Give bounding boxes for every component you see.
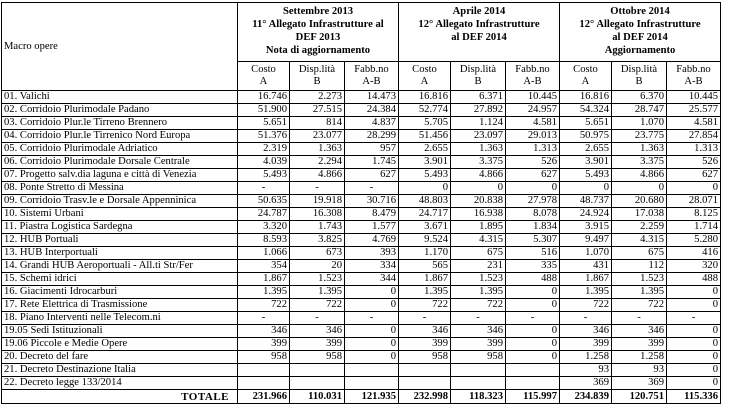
table-row <box>2 221 721 234</box>
row-label: 02. Corridoio Plurimodale Padano <box>2 104 238 117</box>
total-cell: 110.031 <box>290 390 345 404</box>
table-cell: 1.066 <box>238 247 290 260</box>
table-cell: 1.395 <box>399 286 451 299</box>
table-row <box>2 143 721 156</box>
table-cell: 4.837 <box>345 117 399 130</box>
table-cell: 416 <box>667 247 721 260</box>
table-cell: 231 <box>451 260 506 273</box>
total-cell: 118.323 <box>451 390 506 404</box>
table-cell: 6.370 <box>612 91 667 104</box>
table-cell: - <box>345 182 399 195</box>
table-cell: 1.395 <box>238 286 290 299</box>
table-cell: 1.363 <box>290 143 345 156</box>
table-cell: 19.918 <box>290 195 345 208</box>
row-label: 06. Corridoio Plurimodale Dorsale Centrale <box>2 156 238 169</box>
infrastructure-table <box>1 2 721 404</box>
table-cell: 51.456 <box>399 130 451 143</box>
table-cell: 20.680 <box>612 195 667 208</box>
table-cell <box>290 364 345 377</box>
table-cell: 23.775 <box>612 130 667 143</box>
table-cell: 722 <box>451 299 506 312</box>
total-row <box>2 390 721 404</box>
table-cell: 3.915 <box>560 221 612 234</box>
row-label: 12. HUB Portuali <box>2 234 238 247</box>
table-cell: 5.493 <box>399 169 451 182</box>
table-cell: 27.515 <box>290 104 345 117</box>
table-cell: 1.363 <box>451 143 506 156</box>
table-cell: - <box>238 312 290 325</box>
table-cell: 29.013 <box>506 130 560 143</box>
row-label: 10. Sistemi Urbani <box>2 208 238 221</box>
table-cell <box>238 364 290 377</box>
row-label: 19.05 Sedi Istituzionali <box>2 325 238 338</box>
total-cell: 232.998 <box>399 390 451 404</box>
table-cell: 0 <box>345 351 399 364</box>
total-cell: 120.751 <box>612 390 667 404</box>
table-cell <box>399 364 451 377</box>
table-cell: 9.497 <box>560 234 612 247</box>
table-cell: 9.524 <box>399 234 451 247</box>
table-cell: 24.787 <box>238 208 290 221</box>
table-row <box>2 182 721 195</box>
table-cell: 346 <box>612 325 667 338</box>
row-label: 15. Schemi idrici <box>2 273 238 286</box>
table-cell: 23.097 <box>451 130 506 143</box>
row-label: 11. Piastra Logistica Sardegna <box>2 221 238 234</box>
table-cell: 488 <box>506 273 560 286</box>
subheader-fabbisogno: Fabb.no A-B <box>667 62 721 91</box>
table-cell: 2.294 <box>290 156 345 169</box>
table-cell: 24.957 <box>506 104 560 117</box>
table-cell: 0 <box>345 325 399 338</box>
table-cell: 0 <box>667 286 721 299</box>
row-label: 18. Piano Interventi nelle Telecom.ni <box>2 312 238 325</box>
table-cell: 627 <box>345 169 399 182</box>
table-cell <box>345 364 399 377</box>
table-cell: 27.892 <box>451 104 506 117</box>
table-cell: 0 <box>506 182 560 195</box>
table-cell: 0 <box>667 182 721 195</box>
row-label: 22. Decreto legge 133/2014 <box>2 377 238 390</box>
table-row <box>2 234 721 247</box>
row-label: 09. Corridoio Trasv.le e Dorsale Appenninica <box>2 195 238 208</box>
table-cell: 8.125 <box>667 208 721 221</box>
table-cell: 27.978 <box>506 195 560 208</box>
table-cell: 14.473 <box>345 91 399 104</box>
table-cell: 0 <box>612 182 667 195</box>
table-row <box>2 195 721 208</box>
table-cell: 335 <box>506 260 560 273</box>
table-cell: 93 <box>560 364 612 377</box>
table-cell: 4.769 <box>345 234 399 247</box>
row-label: 17. Rete Elettrica di Trasmissione <box>2 299 238 312</box>
table-cell: 6.371 <box>451 91 506 104</box>
table-cell: 4.866 <box>612 169 667 182</box>
table-cell: - <box>290 312 345 325</box>
table-cell: - <box>506 312 560 325</box>
table-cell: 0 <box>560 182 612 195</box>
row-label: 01. Valichi <box>2 91 238 104</box>
table-cell: 54.324 <box>560 104 612 117</box>
table-cell: 1.523 <box>451 273 506 286</box>
group-header-sep2013: Settembre 2013 11° Allegato Infrastrutture al DEF 2013 Nota di aggiornamento <box>238 3 399 62</box>
table-row <box>2 117 721 130</box>
total-cell: 234.839 <box>560 390 612 404</box>
table-cell: 16.308 <box>290 208 345 221</box>
subheader-fabbisogno: Fabb.no A-B <box>345 62 399 91</box>
row-label: 13. HUB Interportuali <box>2 247 238 260</box>
table-cell: 16.816 <box>399 91 451 104</box>
table-cell <box>238 377 290 390</box>
table-cell: 30.716 <box>345 195 399 208</box>
table-cell: 28.299 <box>345 130 399 143</box>
row-label: 05. Corridoio Plurimodale Adriatico <box>2 143 238 156</box>
table-cell: 346 <box>399 325 451 338</box>
table-cell: 526 <box>667 156 721 169</box>
table-cell: 346 <box>238 325 290 338</box>
table-cell: 1.895 <box>451 221 506 234</box>
subheader-disponibilita: Disp.lità B <box>612 62 667 91</box>
table-cell <box>345 377 399 390</box>
table-cell: 399 <box>238 338 290 351</box>
table-cell: 722 <box>238 299 290 312</box>
table-cell: 1.258 <box>560 351 612 364</box>
table-cell: 10.445 <box>506 91 560 104</box>
table-cell: 3.375 <box>612 156 667 169</box>
table-cell: 0 <box>345 299 399 312</box>
table-cell: 1.867 <box>560 273 612 286</box>
table-cell: 20.838 <box>451 195 506 208</box>
table-cell: 722 <box>612 299 667 312</box>
table-cell: 814 <box>290 117 345 130</box>
table-cell: 1.070 <box>612 117 667 130</box>
table-cell: 346 <box>290 325 345 338</box>
table-cell: 1.313 <box>506 143 560 156</box>
table-cell: 1.395 <box>560 286 612 299</box>
subheader-costo: Costo A <box>399 62 451 91</box>
table-cell: 20 <box>290 260 345 273</box>
row-label: 03. Corridoio Plur.le Tirreno Brennero <box>2 117 238 130</box>
table-cell <box>506 377 560 390</box>
table-cell: 8.078 <box>506 208 560 221</box>
table-cell <box>451 364 506 377</box>
table-cell: 565 <box>399 260 451 273</box>
table-cell: 431 <box>560 260 612 273</box>
table-cell: 2.655 <box>399 143 451 156</box>
table-cell: 17.038 <box>612 208 667 221</box>
subheader-disponibilita: Disp.lità B <box>451 62 506 91</box>
table-cell: 1.395 <box>451 286 506 299</box>
table-cell: 4.866 <box>451 169 506 182</box>
table-cell: 0 <box>506 286 560 299</box>
table-cell: 52.774 <box>399 104 451 117</box>
table-cell: 958 <box>451 351 506 364</box>
table-cell: 24.384 <box>345 104 399 117</box>
table-cell: 0 <box>506 325 560 338</box>
table-cell: 526 <box>506 156 560 169</box>
row-label: 21. Decreto Destinazione Italia <box>2 364 238 377</box>
table-cell: 1.170 <box>399 247 451 260</box>
table-cell: 516 <box>506 247 560 260</box>
total-label: TOTALE <box>2 390 238 404</box>
subheader-costo: Costo A <box>238 62 290 91</box>
table-cell: 4.866 <box>290 169 345 182</box>
row-label: 08. Ponte Stretto di Messina <box>2 182 238 195</box>
table-cell <box>290 377 345 390</box>
table-cell: 4.315 <box>451 234 506 247</box>
table-cell: 16.816 <box>560 91 612 104</box>
table-cell: 5.307 <box>506 234 560 247</box>
table-cell: 1.745 <box>345 156 399 169</box>
table-cell: 722 <box>399 299 451 312</box>
table-cell: 1.714 <box>667 221 721 234</box>
group-header-apr2014: Aprile 2014 12° Allegato Infrastrutture al DEF 2014 <box>399 3 560 62</box>
table-cell: 112 <box>612 260 667 273</box>
table-cell: 1.313 <box>667 143 721 156</box>
table-cell: 24.924 <box>560 208 612 221</box>
table-cell: 0 <box>667 325 721 338</box>
table-cell: 1.834 <box>506 221 560 234</box>
total-cell: 121.935 <box>345 390 399 404</box>
table-row <box>2 169 721 182</box>
table-cell: 5.651 <box>238 117 290 130</box>
group-header-oct2014: Ottobre 2014 12° Allegato Infrastrutture al DEF 2014 Aggiornamento <box>560 3 721 62</box>
table-cell: 675 <box>612 247 667 260</box>
table-cell: 722 <box>290 299 345 312</box>
table-cell: 1.395 <box>290 286 345 299</box>
table-cell: 369 <box>612 377 667 390</box>
table-cell: 5.280 <box>667 234 721 247</box>
table-cell: 958 <box>290 351 345 364</box>
table-cell: 27.854 <box>667 130 721 143</box>
table-cell: 346 <box>451 325 506 338</box>
table-row <box>2 208 721 221</box>
table-row <box>2 247 721 260</box>
table-cell: 0 <box>667 299 721 312</box>
table-row <box>2 338 721 351</box>
table-cell: 8.593 <box>238 234 290 247</box>
table-row <box>2 260 721 273</box>
table-cell: 627 <box>667 169 721 182</box>
table-cell: 4.315 <box>612 234 667 247</box>
table-cell: 369 <box>560 377 612 390</box>
table-cell: - <box>667 312 721 325</box>
subheader-disponibilita: Disp.lità B <box>290 62 345 91</box>
table-cell: 399 <box>560 338 612 351</box>
row-label: 07. Progetto salv.dia laguna e città di Venezia <box>2 169 238 182</box>
table-cell: 1.577 <box>345 221 399 234</box>
table-cell: 2.319 <box>238 143 290 156</box>
subheader-costo: Costo A <box>560 62 612 91</box>
macro-opere-header: Macro opere <box>2 3 238 91</box>
table-cell: 0 <box>506 299 560 312</box>
table-row <box>2 351 721 364</box>
table-cell: - <box>612 312 667 325</box>
table-cell: 5.651 <box>560 117 612 130</box>
table-cell: 3.671 <box>399 221 451 234</box>
table-row <box>2 325 721 338</box>
row-label: 20. Decreto del fare <box>2 351 238 364</box>
table-row <box>2 156 721 169</box>
table-cell: 0 <box>451 182 506 195</box>
table-cell: 4.581 <box>667 117 721 130</box>
table-row <box>2 377 721 390</box>
table-cell <box>399 377 451 390</box>
row-label: 04. Corridoio Plur.le Tirrenico Nord Europa <box>2 130 238 143</box>
table-cell: 0 <box>667 377 721 390</box>
table-row <box>2 130 721 143</box>
table-cell: - <box>560 312 612 325</box>
table-cell: 344 <box>345 273 399 286</box>
table-cell: 393 <box>345 247 399 260</box>
table-cell: 2.259 <box>612 221 667 234</box>
table-cell: 399 <box>399 338 451 351</box>
header-row-titles <box>2 3 721 62</box>
table-cell: 25.577 <box>667 104 721 117</box>
table-cell: 1.124 <box>451 117 506 130</box>
total-cell: 231.966 <box>238 390 290 404</box>
table-cell: 0 <box>506 351 560 364</box>
table-cell: 16.938 <box>451 208 506 221</box>
total-cell: 115.997 <box>506 390 560 404</box>
table-cell: 399 <box>290 338 345 351</box>
table-cell: 4.039 <box>238 156 290 169</box>
table-cell: 320 <box>667 260 721 273</box>
table-row <box>2 312 721 325</box>
table-cell: 1.743 <box>290 221 345 234</box>
table-cell: 346 <box>560 325 612 338</box>
table-cell: - <box>451 312 506 325</box>
table-row <box>2 273 721 286</box>
table-cell: 1.867 <box>399 273 451 286</box>
table-cell: 5.493 <box>560 169 612 182</box>
table-cell: 0 <box>345 286 399 299</box>
table-cell: 1.395 <box>612 286 667 299</box>
table-cell: 488 <box>667 273 721 286</box>
table-cell: 3.375 <box>451 156 506 169</box>
table-cell <box>451 377 506 390</box>
table-cell: 51.376 <box>238 130 290 143</box>
table-cell: 958 <box>399 351 451 364</box>
table-cell: 28.071 <box>667 195 721 208</box>
table-row <box>2 364 721 377</box>
table-cell: 1.523 <box>290 273 345 286</box>
table-cell: 3.901 <box>560 156 612 169</box>
table-cell: 354 <box>238 260 290 273</box>
table-cell: 3.320 <box>238 221 290 234</box>
table-cell: - <box>290 182 345 195</box>
table-cell: 1.523 <box>612 273 667 286</box>
table-cell: 3.901 <box>399 156 451 169</box>
table-cell: 0 <box>667 351 721 364</box>
table-cell: 10.445 <box>667 91 721 104</box>
table-cell: 8.479 <box>345 208 399 221</box>
table-cell: 48.803 <box>399 195 451 208</box>
table-cell: 51.900 <box>238 104 290 117</box>
table-cell: 28.747 <box>612 104 667 117</box>
table-cell <box>506 364 560 377</box>
table-row <box>2 286 721 299</box>
table-cell: 399 <box>612 338 667 351</box>
table-cell: 675 <box>451 247 506 260</box>
table-cell: 5.493 <box>238 169 290 182</box>
table-cell: 5.705 <box>399 117 451 130</box>
table-cell: - <box>238 182 290 195</box>
table-cell: 48.737 <box>560 195 612 208</box>
table-row <box>2 299 721 312</box>
table-cell: 722 <box>560 299 612 312</box>
table-cell: 0 <box>667 338 721 351</box>
table-cell: 957 <box>345 143 399 156</box>
table-cell: 399 <box>451 338 506 351</box>
row-label: 19.06 Piccole e Medie Opere <box>2 338 238 351</box>
table-cell: 1.258 <box>612 351 667 364</box>
table-cell: - <box>345 312 399 325</box>
table-cell: 23.077 <box>290 130 345 143</box>
table-cell: 958 <box>238 351 290 364</box>
table-row <box>2 104 721 117</box>
table-cell: 673 <box>290 247 345 260</box>
table-cell: - <box>399 312 451 325</box>
table-cell: 0 <box>345 338 399 351</box>
table-cell: 24.717 <box>399 208 451 221</box>
total-cell: 115.336 <box>667 390 721 404</box>
table-cell: 16.746 <box>238 91 290 104</box>
table-cell: 3.825 <box>290 234 345 247</box>
table-cell: 0 <box>667 364 721 377</box>
row-label: 16. Giacimenti Idrocarburi <box>2 286 238 299</box>
subheader-fabbisogno: Fabb.no A-B <box>506 62 560 91</box>
table-cell: 50.975 <box>560 130 612 143</box>
table-cell: 627 <box>506 169 560 182</box>
table-cell: 334 <box>345 260 399 273</box>
table-cell: 1.867 <box>238 273 290 286</box>
table-cell: 1.363 <box>612 143 667 156</box>
table-row <box>2 91 721 104</box>
table-cell: 1.070 <box>560 247 612 260</box>
row-label: 14. Grandi HUB Aeroportuali - All.ti Str/Fer <box>2 260 238 273</box>
table-cell: 2.273 <box>290 91 345 104</box>
table-cell: 0 <box>506 338 560 351</box>
table-cell: 93 <box>612 364 667 377</box>
table-cell: 0 <box>399 182 451 195</box>
table-cell: 2.655 <box>560 143 612 156</box>
table-cell: 50.635 <box>238 195 290 208</box>
table-cell: 4.581 <box>506 117 560 130</box>
